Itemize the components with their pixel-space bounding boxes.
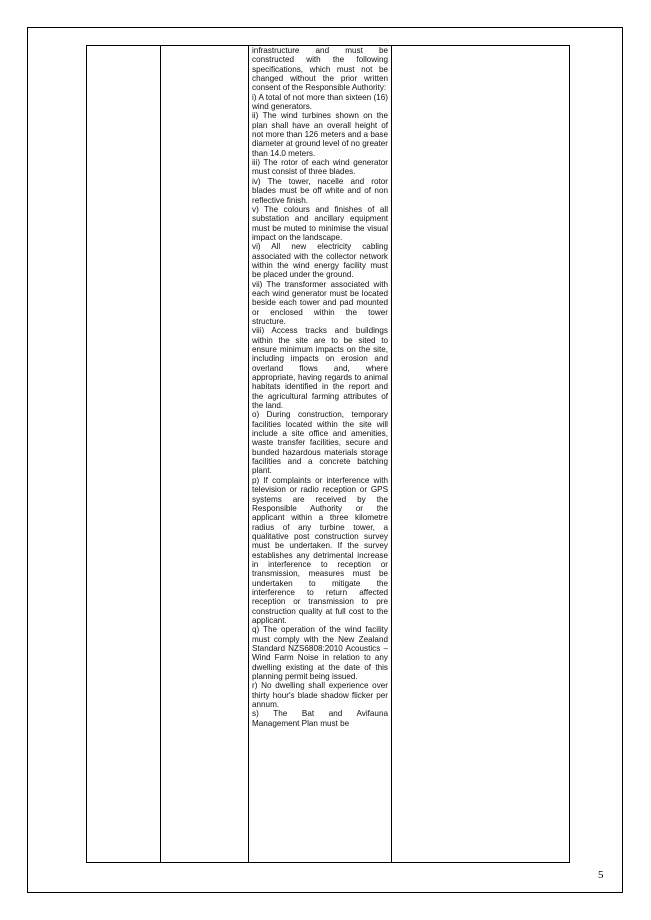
paragraph: o) During construction, temporary facilities located within the site will include a site office and amenities, waste transfer facilities, secure and bunded hazardous materials storage facilities and a concrete batching plant. <box>252 410 388 476</box>
paragraph: infrastructure and must be constructed with the following specifications, which must not be changed without the prior written consent of the Responsible Authority: <box>252 46 388 93</box>
table-row <box>87 46 570 863</box>
table-cell-empty-2 <box>161 46 249 863</box>
paragraph: p) If complaints or interference with television or radio reception or GPS systems are received by the Responsible Authority or the applicant within a three kilometre radius of any turbine tower, a qualitative post construction survey must be undertaken. If the survey establishes any detrimental increase in interference to reception or transmission, measures must be undertaken to mitigate the interference to return affected reception or transmission to pre construction quality at full cost to the applicant. <box>252 475 388 625</box>
paragraph: iv) The tower, nacelle and rotor blades must be off white and of non reflective finish. <box>252 176 388 205</box>
table-cell-empty-1 <box>87 46 161 863</box>
document-page <box>27 27 623 893</box>
paragraph: vi) All new electricity cabling associated with the collector network within the wind energy facility must be placed under the ground. <box>252 242 388 280</box>
table-cell-empty-4 <box>392 46 570 863</box>
page-number: 5 <box>598 869 604 881</box>
paragraph: viii) Access tracks and buildings within the site are to be sited to ensure minimum impacts on the site, including impacts on erosion and overland flows and, where appropriate, having regards to animal habitats identified in the report and the agricultural farming attributes of the land. <box>252 326 388 411</box>
paragraph: vii) The transformer associated with each wind generator must be located beside each tower and pad mounted or enclosed within the tower structure. <box>252 279 388 326</box>
table-cell-conditions <box>249 46 392 863</box>
conditions-table <box>86 45 570 863</box>
paragraph: ii) The wind turbines shown on the plan shall have an overall height of not more than 126 meters and a base diameter at ground level of no greater than 14.0 meters. <box>252 111 388 158</box>
paragraph: s) The Bat and Avifauna Management Plan must be <box>252 709 388 728</box>
conditions-text <box>249 46 391 728</box>
paragraph: i) A total of not more than sixteen (16) wind generators. <box>252 92 388 112</box>
paragraph: r) No dwelling shall experience over thirty hour's blade shadow flicker per annum. <box>252 681 388 710</box>
paragraph: iii) The rotor of each wind generator must consist of three blades. <box>252 158 388 177</box>
paragraph: q) The operation of the wind facility must comply with the New Zealand Standard NZS6808:2010 Acoustics – Wind Farm Noise in relation to any dwelling existing at the date of this planning permit being issued. <box>252 625 388 682</box>
paragraph: v) The colours and finishes of all substation and ancillary equipment must be muted to minimise the visual impact on the landscape. <box>252 204 388 242</box>
